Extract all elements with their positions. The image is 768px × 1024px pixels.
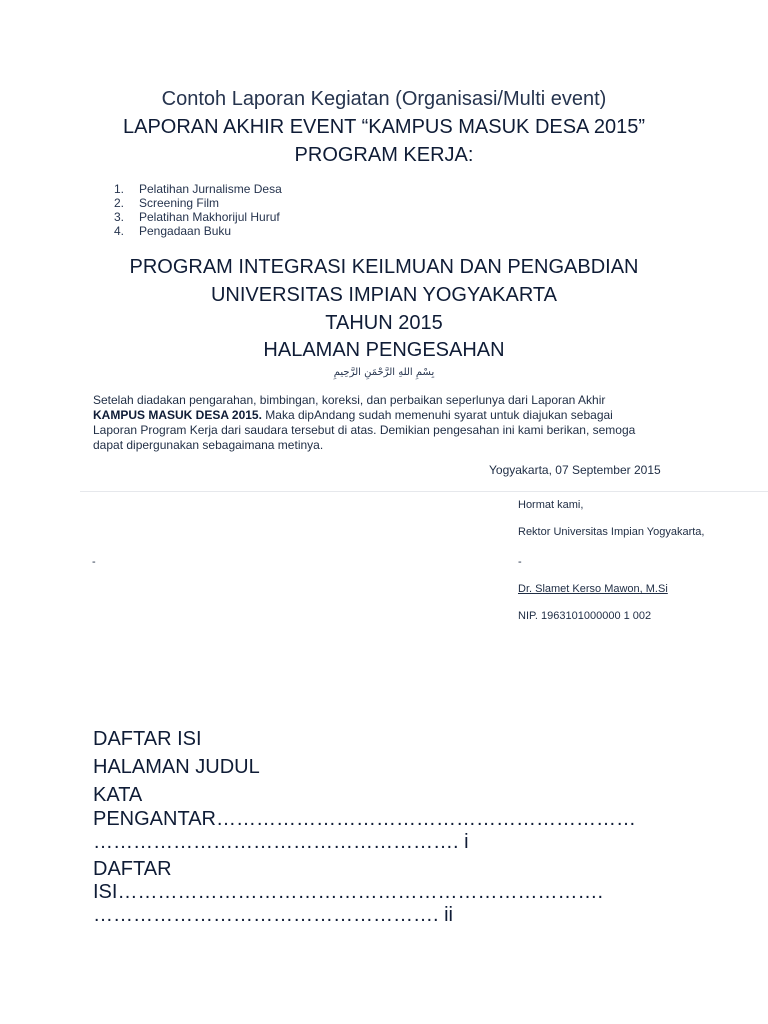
signatory-name: Dr. Slamet Kerso Mawon, M.Si — [518, 583, 668, 595]
signatory-nip: NIP. 1963101000000 1 002 — [518, 610, 652, 622]
signature-mark-right: - — [518, 556, 522, 568]
report-title: LAPORAN AKHIR EVENT “KAMPUS MASUK DESA 2015” — [122, 116, 646, 138]
toc-entry-preface-page: ………………………………………………. i — [93, 831, 469, 853]
section-heading-university: UNIVERSITAS IMPIAN YOGYAKARTA — [210, 284, 557, 306]
signature-mark-left: - — [92, 556, 96, 568]
list-item: 4. Pengadaan Buku — [114, 224, 232, 238]
divider — [80, 491, 768, 492]
program-label: Screening Film — [139, 196, 220, 210]
program-list — [114, 182, 282, 238]
list-item: 3. Pelatihan Makhorijul Huruf — [114, 210, 280, 224]
place-date: Yogyakarta, 07 September 2015 — [489, 463, 661, 477]
bismillah-text: بِسْمِ اللهِ الرَّحْمَنِ الرَّحِيمِ — [333, 367, 435, 378]
signature-role: Rektor Universitas Impian Yogyakarta, — [518, 526, 705, 538]
toc-entry-contents-page: ……………………………………………. ii — [93, 904, 453, 926]
list-item: 2. Screening Film — [114, 196, 220, 210]
signature-greeting: Hormat kami, — [518, 499, 584, 511]
program-heading: PROGRAM KERJA: — [294, 144, 474, 166]
approval-paragraph: Setelah diadakan pengarahan, bimbingan, koreksi, dan perbaikan seperlunya dari Laporan Akhir KAMPUS MASUK DESA 2015. Maka dipAndang sudah memenuhi syarat untuk diajukan sebagai Laporan Program Kerja dari saudara tersebut di atas. Demikian pengesahan ini kami berikan, semoga dapat dipergunakan sebagaimana metinya. — [93, 393, 636, 452]
section-heading-year: TAHUN 2015 — [325, 312, 443, 334]
toc-title: DAFTAR ISI — [93, 728, 202, 750]
section-heading-program: PROGRAM INTEGRASI KEILMUAN DAN PENGABDIAN — [129, 256, 639, 278]
list-item: 1. Pelatihan Jurnalisme Desa — [114, 182, 282, 196]
program-label: Pengadaan Buku — [139, 224, 232, 238]
toc-entry-contents-dots: ISI………………………………………………………………. — [93, 881, 604, 903]
event-name: KAMPUS MASUK DESA 2015. — [93, 408, 262, 422]
program-label: Pelatihan Makhorijul Huruf — [139, 210, 280, 224]
document-title: Contoh Laporan Kegiatan (Organisasi/Multi event) — [161, 88, 607, 110]
toc-entry-title-page: HALAMAN JUDUL — [93, 756, 260, 778]
program-label: Pelatihan Jurnalisme Desa — [139, 182, 282, 196]
section-heading-approval: HALAMAN PENGESAHAN — [263, 339, 505, 361]
toc-entry-preface-dots: PENGANTAR……………………………………………………… — [93, 808, 636, 830]
toc-entry-preface: KATA — [93, 784, 143, 806]
toc-entry-contents: DAFTAR — [93, 858, 172, 880]
